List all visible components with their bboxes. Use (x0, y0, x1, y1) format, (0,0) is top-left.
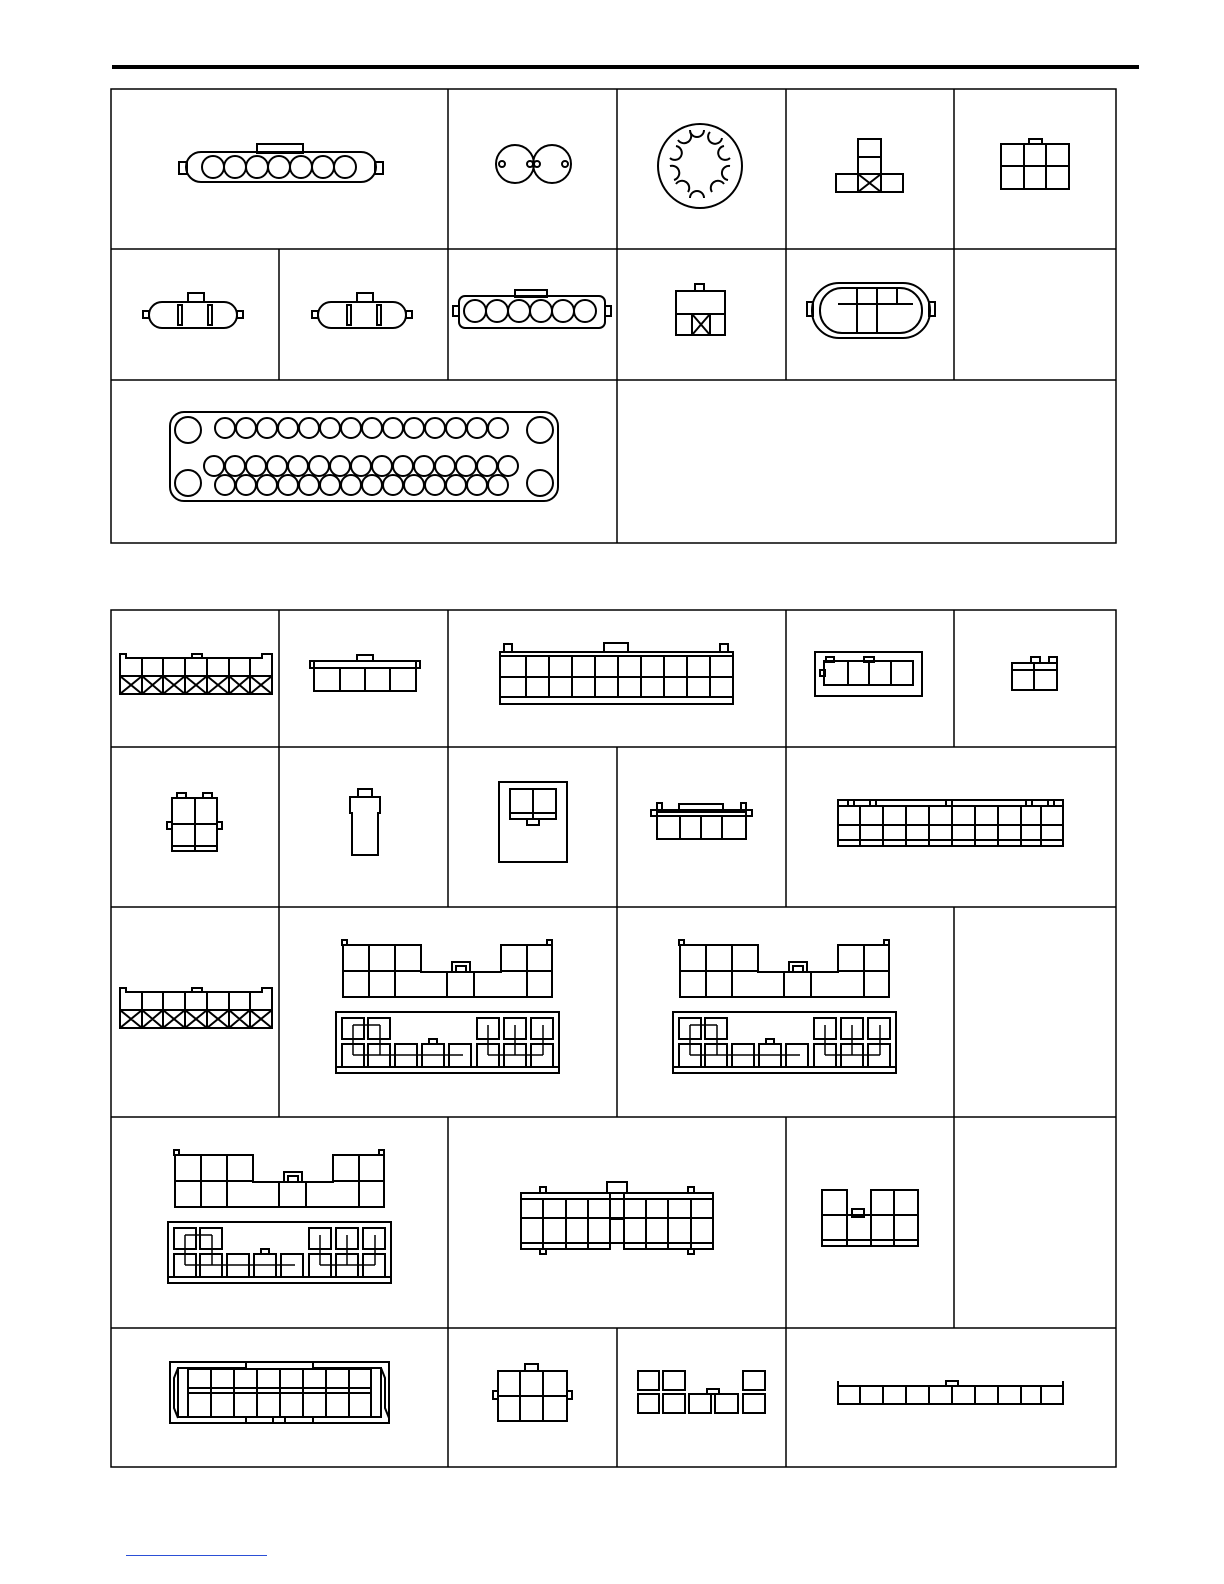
connector-3-pin-latch (651, 803, 752, 839)
connector-2-pin-vertical (167, 793, 222, 851)
connector-multi-pin-dsub (170, 412, 558, 501)
connector-10-pin-strip (838, 1381, 1063, 1404)
connector-pair-a (336, 940, 559, 1073)
connector-20-pin-wide (500, 643, 733, 704)
connector-1-pin-bullet (350, 789, 380, 855)
connector-14-pin-crossed-a (120, 654, 272, 694)
footer-link-underline[interactable] (126, 1555, 267, 1556)
connector-6-pin-round (453, 290, 611, 328)
connector-2-pin-box (499, 782, 567, 862)
connector-2-pin-circular (496, 145, 571, 183)
connector-table-2 (111, 610, 1116, 1467)
connector-2-pin-oval-b (312, 293, 412, 328)
connector-10-pin-circular (658, 124, 742, 208)
connector-oval-housing (807, 283, 935, 338)
connector-14-pin-crossed-b (120, 988, 272, 1028)
connector-2-pin-oval-a (143, 293, 243, 328)
connector-20-pin-long (838, 800, 1063, 846)
connector-4-pin-framed (815, 652, 922, 696)
connector-2-pin-square (676, 284, 725, 335)
connector-pair-c (168, 1150, 391, 1283)
connector-4-pin-tab (493, 1364, 572, 1421)
connector-16-pin-shroud (170, 1362, 389, 1423)
connector-8-pin-round (179, 144, 383, 182)
connector-8-pin-notched (822, 1190, 918, 1246)
connector-t-shape (836, 139, 903, 192)
connector-pair-b (673, 940, 896, 1073)
connector-16-pin-split (521, 1182, 713, 1254)
connector-2-pin-small (1012, 657, 1057, 690)
connector-7-pin-split (638, 1371, 765, 1413)
connector-6-pin-block (1001, 139, 1069, 189)
connector-4-pin-flat (310, 655, 420, 691)
